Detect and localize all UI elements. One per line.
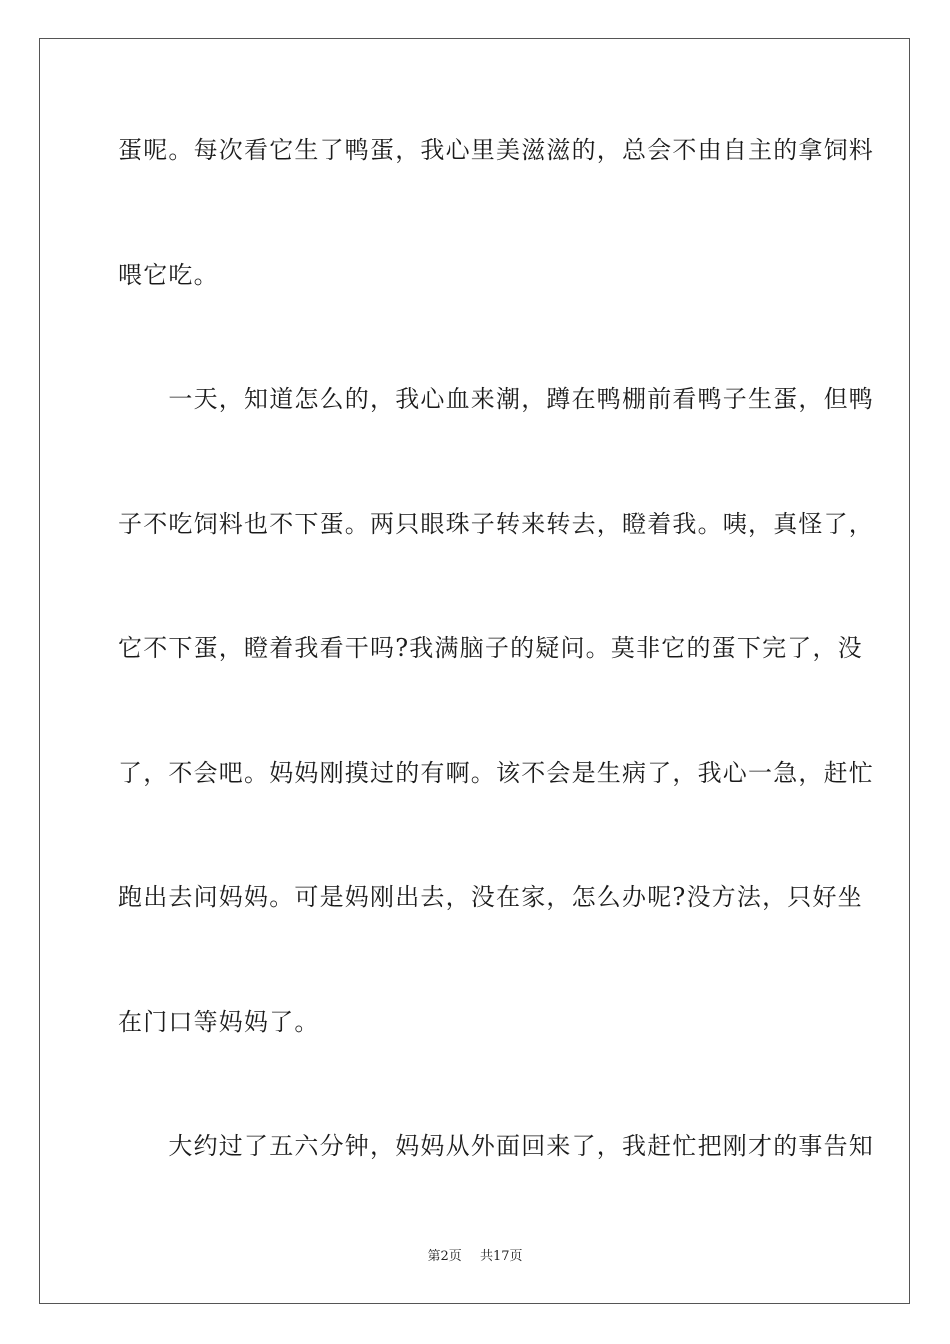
text-line: 子不吃饲料也不下蛋。两只眼珠子转来转去，瞪着我。咦，真怪了， (118, 510, 874, 538)
text-line: 喂它吃。 (118, 261, 219, 289)
text-line: 蛋呢。每次看它生了鸭蛋，我心里美滋滋的，总会不由自主的拿饲料 (118, 136, 874, 164)
page-border (39, 38, 910, 1304)
page-total: 共17页 (479, 1249, 523, 1264)
text-line: 在门口等妈妈了。 (118, 1008, 320, 1036)
text-line: 跑出去问妈妈。可是妈刚出去，没在家，怎么办呢?没方法，只好坐 (118, 883, 863, 911)
page-number: 第2页 (427, 1249, 462, 1264)
page-footer (0, 1248, 950, 1266)
text-line: 大约过了五六分钟，妈妈从外面回来了，我赶忙把刚才的事告知 (118, 1132, 874, 1160)
text-line: 一天，知道怎么的，我心血来潮，蹲在鸭棚前看鸭子生蛋，但鸭 (118, 385, 874, 413)
text-line: 了，不会吧。妈妈刚摸过的有啊。该不会是生病了，我心一急，赶忙 (118, 759, 874, 787)
text-line: 它不下蛋，瞪着我看干吗?我满脑子的疑问。莫非它的蛋下完了，没 (118, 634, 863, 662)
